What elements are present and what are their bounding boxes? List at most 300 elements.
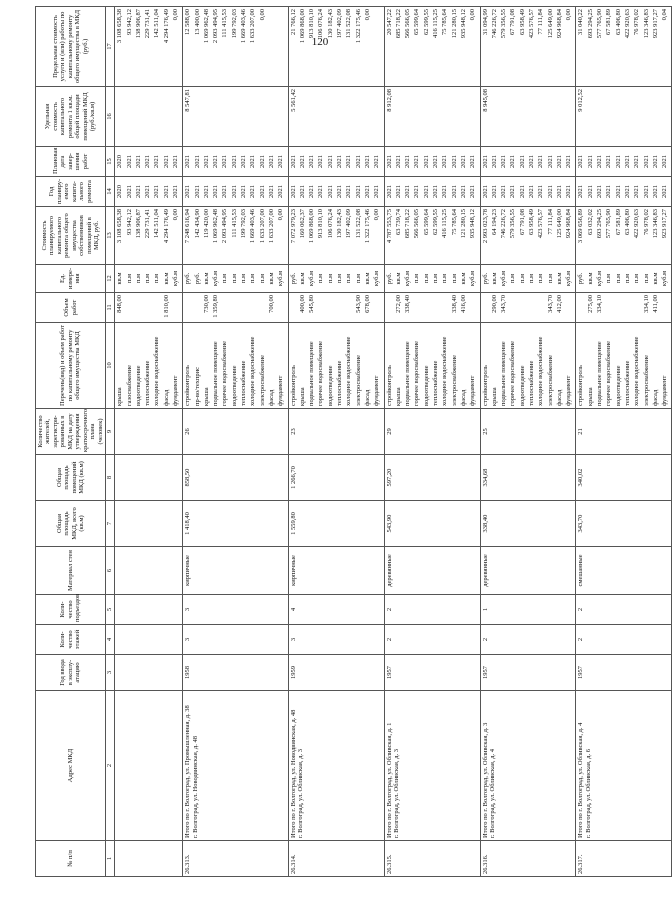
- work-unit: куб.м: [404, 270, 412, 287]
- work-item: стройконтроль: [577, 365, 585, 406]
- wall-material: деревянные: [384, 547, 480, 595]
- work-cost: 3 108 658,38: [116, 209, 124, 244]
- work-volume: [577, 295, 586, 320]
- floors-count: 2: [576, 625, 672, 655]
- premises-area: 858,50: [183, 455, 288, 501]
- limits-list: [576, 7, 672, 87]
- work-volume: 338,40: [404, 295, 412, 313]
- work-limit: 13 400,00: [193, 9, 201, 35]
- work-unit: п.м: [422, 273, 430, 284]
- work-item: теплоснабжение: [432, 360, 440, 406]
- work-item: фасад: [555, 389, 563, 406]
- work-volume: [184, 295, 193, 320]
- work-date: 2021: [565, 155, 573, 168]
- units-list: [480, 265, 576, 293]
- work-date: 2021: [527, 155, 535, 168]
- work-cost: 160 062,37: [298, 209, 306, 239]
- work-volume: [249, 295, 258, 320]
- work-cost: 2 093 494,95: [221, 209, 229, 244]
- column-header: Адрес МКД: [36, 691, 106, 841]
- work-year: 2021: [614, 185, 622, 198]
- table-body: [115, 7, 672, 877]
- table-cell: [115, 691, 183, 841]
- work-volume: 416,00: [459, 295, 467, 313]
- work-year: 2021: [267, 185, 275, 198]
- floors-count: 3: [288, 625, 384, 655]
- volumes-list: [384, 293, 480, 323]
- column-header: Год ввода в эксплу-атацию: [36, 655, 106, 691]
- work-cost: 76 978,02: [642, 209, 650, 235]
- work-item: фасад: [267, 389, 275, 406]
- total-area: 1 559,80: [288, 501, 384, 547]
- work-date: 2021: [202, 155, 210, 168]
- limits-list: [480, 7, 576, 87]
- row-number: 26.315.: [384, 841, 480, 877]
- work-volume: [537, 295, 546, 320]
- building-address: [576, 691, 672, 841]
- work-cost: 4 294 176,49: [162, 209, 170, 244]
- work-year: 2021: [537, 185, 545, 198]
- commission-year: 1957: [480, 655, 576, 691]
- work-date: 2021: [633, 155, 641, 168]
- work-volume: 1 810,00: [162, 295, 170, 318]
- entrances-count: 1: [480, 595, 576, 625]
- dates-list: [480, 147, 576, 177]
- work-unit: п.м: [413, 273, 421, 284]
- work-volume: 730,00: [202, 295, 210, 313]
- work-date: 2021: [363, 155, 371, 168]
- work-limit: 923 917,27: [651, 9, 659, 39]
- work-cost: 125 649,00: [555, 209, 563, 239]
- work-volume: [441, 295, 450, 320]
- work-cost: 423 576,57: [537, 209, 545, 239]
- work-unit: п.м: [527, 273, 535, 284]
- work-date: 2021: [385, 155, 393, 168]
- work-date: 2021: [394, 155, 402, 168]
- work-date: 2021: [509, 155, 517, 168]
- work-limit: 3 108 658,38: [116, 9, 124, 44]
- work-cost: 0,00: [373, 209, 381, 221]
- work-unit: кв.м: [267, 272, 275, 285]
- work-volume: [231, 295, 240, 320]
- work-volume: [661, 295, 670, 320]
- work-volume: 412,00: [555, 295, 563, 313]
- work-limit: 746 226,72: [490, 9, 498, 39]
- floors-count: 2: [384, 625, 480, 655]
- residents-count: 25: [480, 409, 576, 455]
- work-date: 2021: [661, 155, 669, 168]
- work-cost: 142 434,90: [193, 209, 201, 239]
- work-cost: 67 581,89: [614, 209, 622, 235]
- unit-cost: 8 945,08: [480, 87, 576, 147]
- unit-cost: 8 547,81: [183, 87, 288, 147]
- work-year: 2021: [336, 185, 344, 198]
- work-item: крыша: [116, 387, 124, 406]
- work-volume: [240, 295, 249, 320]
- work-unit: п.м: [642, 273, 650, 284]
- work-item: электроснабжение: [450, 355, 458, 406]
- work-limit: 63 406,80: [614, 9, 622, 35]
- commission-year: 1959: [288, 655, 384, 691]
- work-date: 2021: [308, 155, 316, 168]
- work-year: 2021: [385, 185, 393, 198]
- unit-cost: 8 912,08: [384, 87, 480, 147]
- table-cell: [115, 293, 183, 323]
- work-volume: [615, 295, 624, 320]
- work-volume: [144, 295, 153, 320]
- work-unit: кв.м: [363, 272, 371, 285]
- work-volume: [135, 295, 144, 320]
- work-unit: куб.м: [596, 270, 604, 287]
- work-limit: 65 599,64: [413, 9, 421, 35]
- work-volume: 543,90: [354, 295, 362, 313]
- work-year: 2021: [345, 185, 353, 198]
- table-cell: [115, 409, 183, 455]
- column-header: Коли-чество этажей: [36, 625, 106, 655]
- column-number: 16: [106, 87, 115, 147]
- total-area: 338,40: [480, 501, 576, 547]
- table-cell: [115, 177, 183, 207]
- work-unit: куб.м: [661, 270, 669, 287]
- work-year: 2021: [413, 185, 421, 198]
- work-date: 2021: [277, 155, 285, 168]
- total-area: 543,90: [384, 501, 480, 547]
- work-limit: 0,00: [469, 9, 477, 21]
- work-item: крыша: [202, 387, 210, 406]
- work-date: 2021: [212, 155, 220, 168]
- work-unit: кв.м: [490, 272, 498, 285]
- work-limit: 0,00: [258, 9, 266, 21]
- work-limit: 422 920,63: [623, 9, 631, 39]
- work-item: подвальное помещение: [596, 341, 604, 406]
- work-cost: 229 731,41: [144, 209, 152, 239]
- work-unit: п.м: [605, 273, 613, 284]
- work-unit: п.м: [326, 273, 334, 284]
- work-item: стройконтроль: [184, 365, 192, 406]
- work-date: 2021: [459, 155, 467, 168]
- works-list: [288, 323, 384, 409]
- work-cost: 1 322 175,46: [363, 209, 371, 244]
- dates-list: [384, 147, 480, 177]
- work-date: 2021: [518, 155, 526, 168]
- work-limit: 62 599,55: [422, 9, 430, 35]
- page-number: 120: [311, 36, 329, 48]
- work-unit: руб.: [184, 272, 192, 285]
- column-header: Стоимость планируемого капитального ремонта общего имущества собственников помещений в МКД, руб.: [36, 207, 106, 265]
- work-limit: 0,00: [172, 9, 179, 21]
- work-unit: п.м: [336, 273, 344, 284]
- work-cost: 63 032,02: [586, 209, 594, 235]
- work-year: 2021: [642, 185, 650, 198]
- work-cost: 111 415,53: [230, 209, 238, 238]
- work-limit: 197 402,09: [336, 9, 344, 39]
- building-address: [384, 691, 480, 841]
- work-item: холодное водоснабжение: [633, 336, 641, 406]
- work-limit: 685 718,22: [394, 9, 402, 39]
- work-volume: [336, 295, 345, 320]
- costs-list: [384, 207, 480, 265]
- work-cost: 77 111,84: [546, 209, 554, 235]
- work-unit: п.м: [450, 273, 458, 284]
- work-volume: 343,70: [500, 295, 508, 313]
- work-cost: 693 294,25: [596, 209, 604, 239]
- work-date: 2021: [336, 155, 344, 168]
- work-item: подвальное помещение: [308, 341, 316, 406]
- work-item: фасад: [651, 389, 659, 406]
- work-year: 2021: [605, 185, 613, 198]
- work-year: 2021: [586, 185, 594, 198]
- work-volume: 334,10: [596, 295, 604, 313]
- work-volume: [373, 295, 382, 320]
- table-row: [576, 7, 672, 877]
- work-cost: 1 633 207,00: [267, 209, 275, 244]
- work-year: 2021: [249, 185, 257, 198]
- table-cell: [115, 7, 183, 87]
- work-volume: [432, 295, 441, 320]
- work-year: 2021: [404, 185, 412, 198]
- work-year: 2021: [363, 185, 371, 198]
- work-item: горячее водоснабжение: [317, 341, 325, 406]
- work-year: 2021: [651, 185, 659, 198]
- table-cell: [115, 841, 183, 877]
- work-date: 2021: [125, 155, 133, 168]
- work-unit: п.м: [134, 273, 142, 284]
- work-volume: [290, 295, 299, 320]
- row-number: 26.317.: [576, 841, 672, 877]
- work-date: 2021: [605, 155, 613, 168]
- work-year: 2021: [490, 185, 498, 198]
- work-cost: 923 917,27: [661, 209, 669, 239]
- work-cost: 924 968,84: [565, 209, 573, 239]
- work-year: 2021: [134, 185, 142, 198]
- premises-area: 340,02: [576, 455, 672, 501]
- premises-area: 597,20: [384, 455, 480, 501]
- work-unit: руб.: [481, 272, 489, 285]
- work-limit: [373, 9, 382, 84]
- work-limit: 75 785,64: [441, 9, 449, 35]
- work-item: водоотведение: [614, 365, 622, 406]
- work-item: горячее водоснабжение: [413, 341, 421, 406]
- work-date: 2021: [450, 155, 458, 168]
- work-cost: 138 906,87: [134, 209, 142, 239]
- work-year: 2021: [623, 185, 631, 198]
- work-year: 2021: [565, 185, 573, 198]
- work-cost: 577 765,90: [605, 209, 613, 239]
- work-volume: [317, 295, 326, 320]
- column-header: Ед. измере-ния: [36, 265, 106, 293]
- work-cost: 75 785,64: [450, 209, 458, 235]
- work-unit: п.м: [354, 273, 362, 284]
- table-row: [183, 7, 288, 877]
- work-year: 2021: [577, 185, 585, 198]
- work-volume: [624, 295, 633, 320]
- residents-count: 29: [384, 409, 480, 455]
- works-list: [183, 323, 288, 409]
- address-line: Итого по г. Волгоград, ул. Новодвинская, д. 48: [289, 709, 297, 838]
- limits-list: [183, 7, 288, 87]
- work-volume: [528, 295, 537, 320]
- work-volume: 411,00: [651, 295, 659, 313]
- work-year: 2021: [394, 185, 402, 198]
- rotated-table-wrapper: [35, 7, 669, 877]
- work-limit: 93 942,12: [125, 9, 133, 35]
- column-header: Общая площадь МКД, всего (кв.м): [36, 501, 106, 547]
- work-limit: 229 731,41: [144, 9, 152, 39]
- work-limit: 21 766,12: [289, 9, 297, 35]
- work-item: подвальное помещение: [500, 341, 508, 406]
- entrances-count: 3: [183, 595, 288, 625]
- row-number: 26.313.: [183, 841, 288, 877]
- work-limit: 0,00: [565, 9, 573, 21]
- work-year: 2021: [289, 185, 297, 198]
- work-cost: 142 511,04: [153, 209, 161, 239]
- costs-list: [480, 207, 576, 265]
- work-year: 2021: [240, 185, 248, 198]
- column-number: 6: [106, 547, 115, 595]
- work-volume: [327, 295, 336, 320]
- work-limit: 416 115,25: [432, 9, 440, 39]
- work-unit: куб.м: [500, 270, 508, 287]
- units-list: [183, 265, 288, 293]
- work-date: 2021: [651, 155, 659, 168]
- work-cost: 566 566,05: [413, 209, 421, 239]
- work-limit: 913 810,10: [308, 9, 316, 39]
- column-number: 15: [106, 147, 115, 177]
- work-volume: [345, 295, 354, 320]
- work-volume: 545,80: [308, 295, 316, 313]
- work-limit: 20 547,22: [385, 9, 393, 35]
- work-date: 2021: [537, 155, 545, 168]
- column-header: Перечень(вид) и объем работ по капитальному ремонту общего имущества МКД: [36, 323, 106, 409]
- address-line: г. Волгоград, ул. Новодвинская, д. 48: [191, 736, 199, 838]
- work-year: 2021: [202, 185, 210, 198]
- address-line: Итого по г. Волгоград, ул. Обливская, д. 1: [385, 722, 393, 838]
- address-line: Итого по г. Волгоград, ул. Обливская, д. 4: [577, 722, 585, 838]
- work-year: 2021: [172, 185, 179, 198]
- work-date: 2021: [432, 155, 440, 168]
- work-year: 2021: [317, 185, 325, 198]
- work-item: крыша: [490, 387, 498, 406]
- work-limit: 579 356,55: [500, 9, 508, 39]
- table-row-continued: [115, 7, 183, 877]
- work-item: водоотведение: [326, 365, 334, 406]
- work-unit: п.м: [614, 273, 622, 284]
- work-date: 2021: [162, 155, 170, 168]
- work-volume: [259, 295, 268, 320]
- work-unit: п.м: [623, 273, 631, 284]
- work-cost: 63 958,49: [527, 209, 535, 235]
- work-limit: 1 633 207,00: [249, 9, 257, 44]
- work-year: 2020: [116, 185, 124, 198]
- floors-count: 2: [480, 625, 576, 655]
- entrances-count: 2: [576, 595, 672, 625]
- work-unit: руб.: [577, 272, 585, 285]
- column-number: 8: [106, 455, 115, 501]
- work-item: теплоснабжение: [623, 360, 631, 406]
- work-item: фасад: [162, 389, 170, 406]
- work-limit: 423 576,57: [527, 9, 535, 39]
- work-year: 2021: [555, 185, 563, 198]
- work-volume: [413, 295, 422, 320]
- work-year: 2021: [633, 185, 641, 198]
- address-line: г. Волгоград, ул. Обливская, д. 3: [297, 749, 305, 838]
- work-item: стройконтроль: [481, 365, 489, 406]
- work-limit: 1 322 175,46: [354, 9, 362, 44]
- work-limit: 142 511,04: [153, 9, 161, 39]
- work-unit: п.м: [633, 273, 641, 284]
- work-year: 2021: [193, 185, 201, 198]
- work-volume: [153, 295, 162, 320]
- limits-list: [384, 7, 480, 87]
- work-item: холодное водоснабжение: [153, 336, 161, 406]
- work-date: 2021: [500, 155, 508, 168]
- work-cost: 63 406,80: [623, 209, 631, 235]
- work-date: 2021: [490, 155, 498, 168]
- work-date: 2021: [546, 155, 554, 168]
- work-cost: 416 115,25: [441, 209, 449, 239]
- dates-list: [183, 147, 288, 177]
- work-year: 2021: [184, 185, 192, 198]
- column-number: 4: [106, 625, 115, 655]
- column-number: 3: [106, 655, 115, 691]
- work-unit: п.м: [518, 273, 526, 284]
- work-unit: кв.м: [162, 272, 170, 285]
- work-unit: п.м: [144, 273, 152, 284]
- work-year: 2021: [459, 185, 467, 198]
- work-date: 2021: [172, 155, 179, 168]
- work-volume: [386, 295, 395, 320]
- work-unit: куб.м: [172, 270, 179, 287]
- units-list: [576, 265, 672, 293]
- units-list: [288, 265, 384, 293]
- work-cost: 1 069 962,48: [212, 209, 220, 244]
- work-volume: 343,70: [546, 295, 554, 313]
- volumes-list: [480, 293, 576, 323]
- building-address: [480, 691, 576, 841]
- work-limit: 924 968,84: [555, 9, 563, 39]
- work-date: 2021: [317, 155, 325, 168]
- wall-material: кирпичные: [183, 547, 288, 595]
- commission-year: 1957: [384, 655, 480, 691]
- work-volume: 678,00: [363, 295, 371, 313]
- work-date: 2021: [614, 155, 622, 168]
- work-volume: 848,00: [116, 295, 124, 313]
- table-cell: [115, 501, 183, 547]
- table-cell: [115, 655, 183, 691]
- work-limit: 935 948,12: [459, 9, 467, 39]
- work-cost: 199 792,03: [240, 209, 248, 239]
- column-header: Плановая дата завер-шения работ: [36, 147, 106, 177]
- work-volume: 400,00: [298, 295, 306, 313]
- work-item: пр-во/техприс: [193, 367, 201, 406]
- work-year: 2021: [518, 185, 526, 198]
- work-item: газоснабжение: [125, 364, 133, 406]
- work-limit: 4 294 176,49: [162, 9, 170, 44]
- work-year: 2021: [258, 185, 266, 198]
- address-line: Итого по г. Волгоград, ул. Промышленная, д. 38: [184, 705, 192, 838]
- work-volume: [172, 295, 181, 320]
- work-date: 2021: [586, 155, 594, 168]
- work-unit: кв.м: [555, 272, 563, 285]
- work-item: холодное водоснабжение: [441, 336, 449, 406]
- work-cost: 7 248 616,94: [184, 209, 192, 244]
- work-volume: [482, 295, 491, 320]
- work-unit: п.м: [153, 273, 161, 284]
- work-date: 2021: [289, 155, 297, 168]
- work-date: 2021: [249, 155, 257, 168]
- work-item: теплоснабжение: [240, 360, 248, 406]
- work-year: 2021: [308, 185, 316, 198]
